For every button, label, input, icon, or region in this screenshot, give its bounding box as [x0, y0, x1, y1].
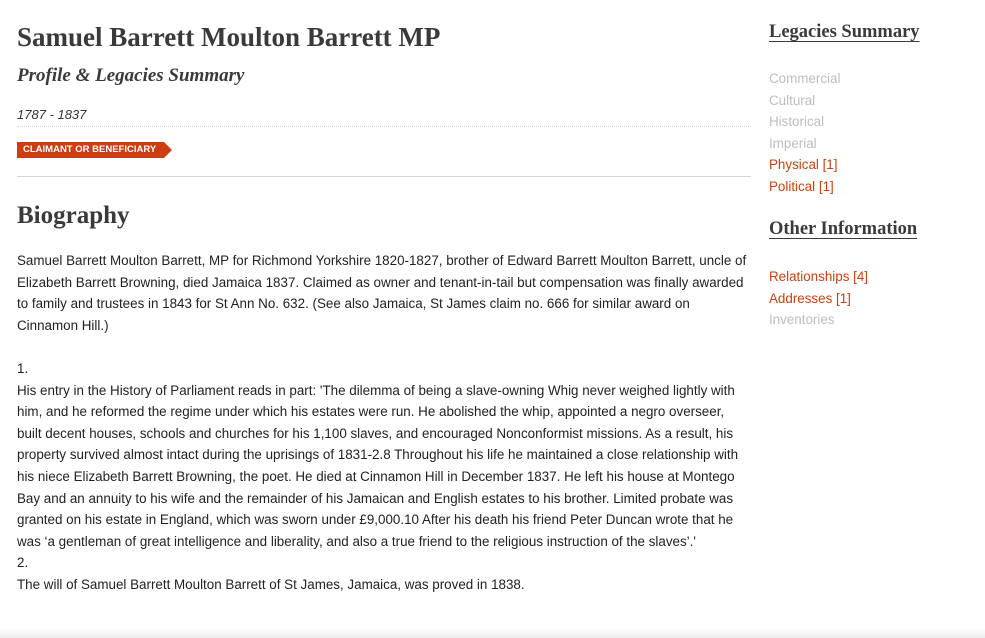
other-information-heading: Other Information [769, 219, 918, 239]
life-dates: 1787 - 1837 [17, 107, 87, 122]
other-information-list [769, 266, 868, 331]
legacy-item-historical: Historical [769, 114, 825, 130]
page-title: Samuel Barrett Moulton Barrett MP [17, 22, 441, 52]
note-1-number: 1. [17, 360, 29, 376]
note-1-text: His entry in the History of Parliament reads in part: 'The dilemma of being a slave-owning Whig never weighed lightly with him, and he reformed the regime under which his estates were run. He abolished the whip, appointed a negro overseer, built decent houses, schools and churches for his 1,100 slaves, and encouraged Nonconformist missions. As a result, his property survived almost intact during the uprisings of 1831-2.8 Throughout his life he maintained a close relationship with his niece Elizabeth Barrett Browning, the poet. He died at Cinnamon Hill in December 1837. He left his house at Montego Bay and an annuity to his wife and the remainder of his Jamaican and English estates to his brother. Limited probate was granted on his estate in England, which was sworn under £9,000.10 After his death his friend Peter Duncan wrote that he was ‘a gentleman of great intelligence and liberality, and also a true friend to the religious instruction of the slaves’.' [17, 382, 739, 549]
paragraph-gap [17, 336, 751, 358]
note-2-number: 2. [17, 555, 29, 571]
dotted-divider [17, 126, 751, 127]
biography-text [17, 250, 751, 596]
legacy-item-commercial: Commercial [769, 71, 841, 86]
role-badge: CLAIMANT OR BENEFICIARY [17, 142, 164, 158]
inventories-item: Inventories [769, 312, 835, 328]
page-subtitle: Profile & Legacies Summary [17, 65, 245, 86]
legacy-link-political[interactable]: Political [1] [769, 178, 834, 194]
legacy-link-physical[interactable]: Physical [1] [769, 157, 838, 173]
legacies-summary-heading: Legacies Summary [769, 22, 920, 42]
relationships-link[interactable]: Relationships [4] [769, 269, 868, 284]
section-divider [17, 176, 751, 177]
legacy-item-imperial: Imperial [769, 135, 817, 151]
bottom-fade [0, 628, 985, 638]
legacies-list [769, 68, 840, 198]
note-2-text: The will of Samuel Barrett Moulton Barrett of St James, Jamaica, was proved in 1838. [17, 576, 525, 592]
addresses-link[interactable]: Addresses [1] [769, 290, 851, 306]
legacy-item-cultural: Cultural [769, 92, 816, 108]
biography-intro: Samuel Barrett Moulton Barrett, MP for Richmond Yorkshire 1820-1827, brother of Edward Barrett Moulton Barrett, uncle of Elizabeth Barrett Browning, died Jamaica 1837. Claimed as owner and tenant-in-tail but compensation was finally awarded to family and trustees in 1843 for St Ann No. 632. (See also Jamaica, St James claim no. 666 for similar award on Cinnamon Hill.) [17, 253, 747, 333]
biography-heading: Biography [17, 202, 130, 229]
